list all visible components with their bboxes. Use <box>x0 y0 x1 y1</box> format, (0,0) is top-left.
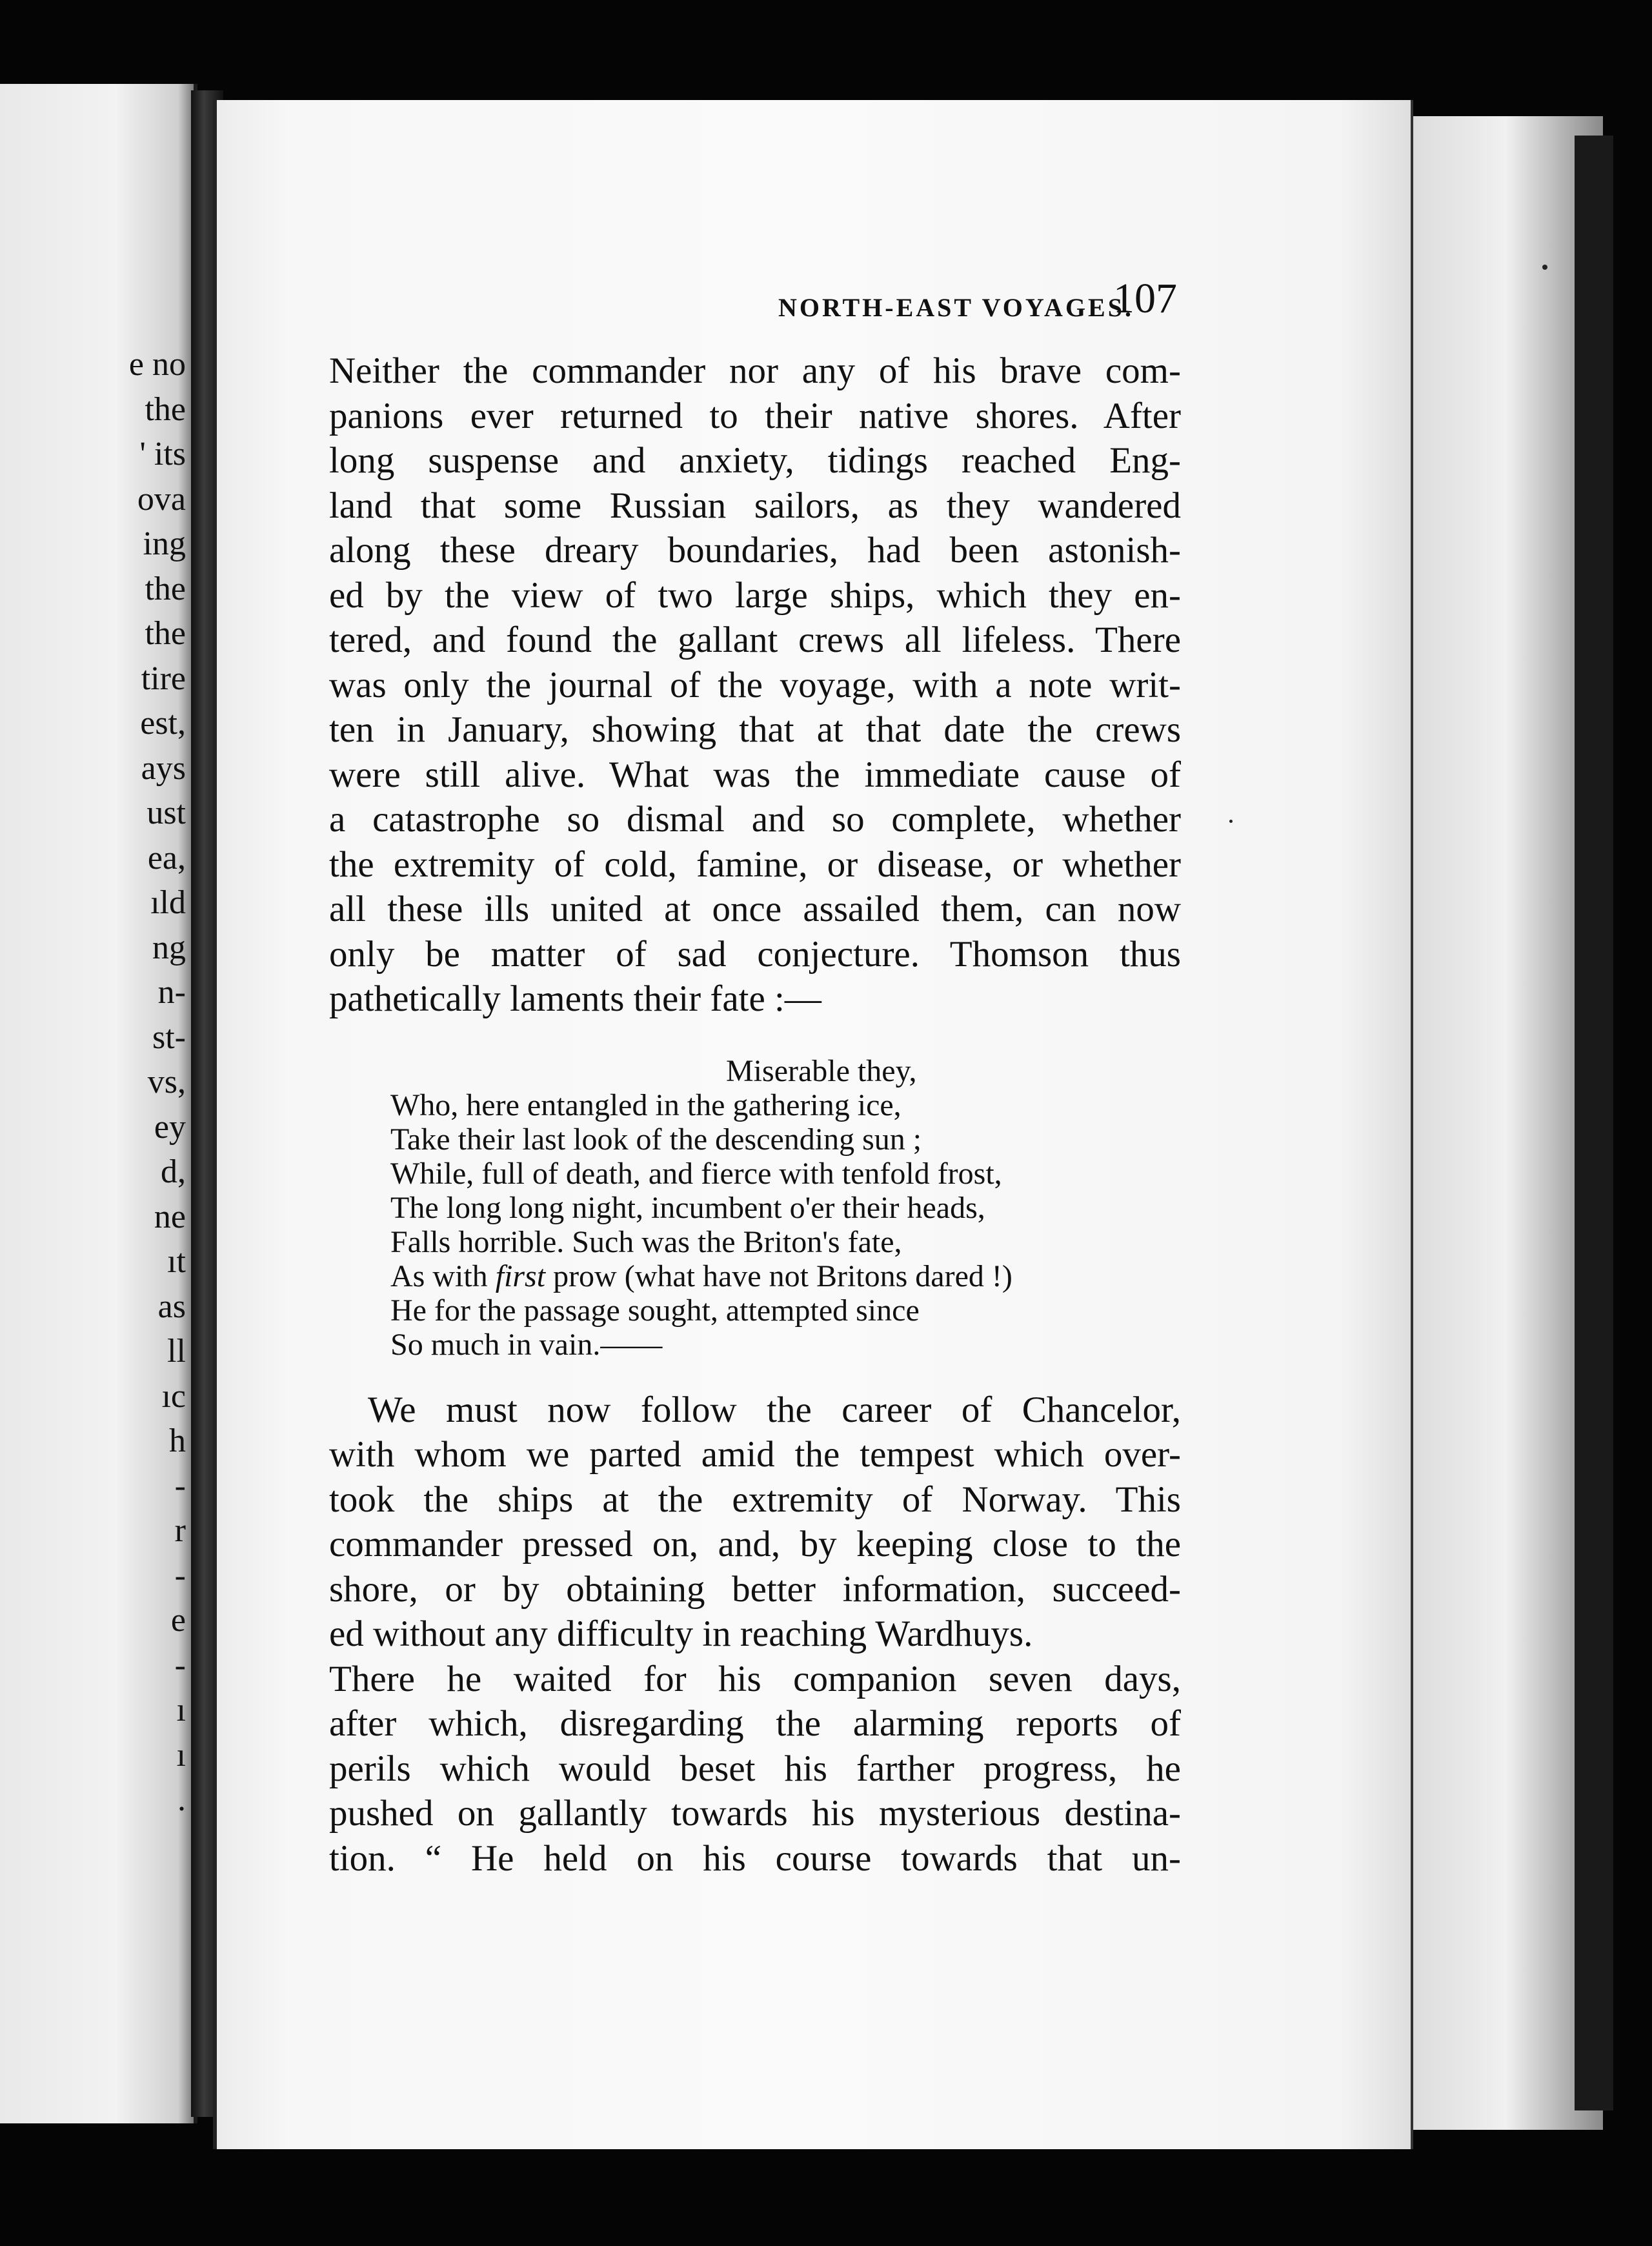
text-line: tion. “ He held on his course towards that un- <box>329 1837 1181 1879</box>
text-line: Neither the commander nor any of his brave com- <box>329 350 1181 391</box>
left-fragment: ova <box>137 480 186 518</box>
binding-edge <box>1575 136 1613 2110</box>
text-line: panions ever returned to their native shores. After <box>329 395 1181 436</box>
text-line: pushed on gallantly towards his mysterious destina- <box>329 1793 1181 1834</box>
text-line: with whom we parted amid the tempest which over- <box>329 1434 1181 1475</box>
text-line: pathetically laments their fate :— <box>329 978 821 1019</box>
left-fragment: - <box>174 1646 186 1684</box>
text-line: long suspense and anxiety, tidings reached Eng- <box>329 440 1181 481</box>
ink-speck <box>1229 820 1233 823</box>
text-line: land that some Russian sailors, as they wandered <box>329 485 1181 526</box>
text-line: tered, and found the gallant crews all lifeless. There <box>329 620 1181 660</box>
italic-word: first <box>495 1259 546 1293</box>
left-fragment: vs, <box>147 1064 186 1100</box>
poem-line: So much in vain.—— <box>390 1327 663 1362</box>
paragraph-2 <box>329 1388 1181 1881</box>
left-fragment: e <box>170 1602 186 1639</box>
text-line: commander pressed on, and, by keeping close to the <box>329 1524 1181 1564</box>
left-fragment: . <box>177 1781 186 1818</box>
poem-line: Who, here entangled in the gathering ice, <box>390 1088 902 1122</box>
text-line: all these ills united at once assailed them, can now <box>329 889 1181 929</box>
paragraph-1 <box>329 349 1181 1022</box>
left-fragment: the <box>145 390 186 428</box>
poem-line: Miserable they, <box>726 1053 917 1088</box>
left-fragment: ey <box>154 1108 186 1146</box>
text-line: perils which would beset his farther progress, he <box>329 1748 1181 1789</box>
text-line: ed without any difficulty in reaching Wardhuys. <box>329 1614 1033 1654</box>
left-fragment: - <box>174 1557 186 1594</box>
left-fragment: the <box>145 570 186 607</box>
running-header <box>572 274 1185 332</box>
poem-line: Falls horrible. Such was the Briton's fate, <box>390 1224 902 1259</box>
text-line: ten in January, showing that at that date the crews <box>329 709 1181 750</box>
left-page-text-fragments <box>57 342 186 1823</box>
running-title: NORTH-EAST VOYAGES. <box>778 293 1134 322</box>
poem-line: The long long night, incumbent o'er their heads, <box>390 1190 985 1225</box>
left-fragment: est, <box>140 705 186 742</box>
left-fragment: ı <box>176 1736 186 1774</box>
left-fragment: as <box>157 1288 186 1325</box>
left-fragment: ıt <box>167 1243 186 1280</box>
left-facing-page <box>0 84 197 2123</box>
left-fragment: - <box>174 1467 186 1504</box>
left-fragment: ing <box>143 525 186 562</box>
poem-line: He for the passage sought, attempted since <box>390 1293 920 1328</box>
left-fragment: ne <box>154 1198 186 1235</box>
left-fragment: ea, <box>147 839 186 876</box>
left-fragment: ' its <box>139 436 186 472</box>
text-line: We must now follow the career of Chancelor, <box>368 1389 1181 1430</box>
left-fragment: n- <box>157 974 186 1011</box>
text-line: was only the journal of the voyage, with a note writ- <box>329 664 1181 705</box>
left-fragment: the <box>145 615 186 652</box>
text-line: the extremity of cold, famine, or disease, or whether <box>329 844 1181 885</box>
poem-line: As with first prow (what have not Britons dared !) <box>390 1259 1012 1293</box>
text-line: a catastrophe so dismal and so complete, whether <box>329 799 1181 840</box>
left-fragment: ays <box>141 749 186 787</box>
left-fragment: st- <box>152 1018 186 1056</box>
left-fragment: ı <box>176 1692 186 1728</box>
poem-line: Take their last look of the descending sun ; <box>390 1122 922 1157</box>
page-number: 107 <box>1113 275 1177 322</box>
text-line: after which, disregarding the alarming reports of <box>329 1703 1181 1744</box>
text-line: shore, or by obtaining better information, succeed- <box>329 1568 1181 1610</box>
poem-line: While, full of death, and fierce with tenfold frost, <box>390 1156 1002 1191</box>
text-line: along these dreary boundaries, had been astonish- <box>329 530 1181 571</box>
left-fragment: tire <box>141 660 186 697</box>
left-fragment: ng <box>152 929 186 966</box>
left-fragment: h <box>169 1422 186 1459</box>
left-fragment: d, <box>161 1153 186 1190</box>
text-line: only be matter of sad conjecture. Thomson thus <box>329 933 1181 975</box>
left-fragment: ıc <box>161 1377 186 1415</box>
left-fragment: ll <box>167 1333 186 1370</box>
page-edge-strip <box>1407 116 1603 2130</box>
left-fragment: ıld <box>150 884 186 921</box>
text-line: took the ships at the extremity of Norway. This <box>329 1479 1181 1520</box>
text-line: ed by the view of two large ships, which they en- <box>329 574 1181 616</box>
left-fragment: ust <box>146 794 186 831</box>
text-line: There he waited for his companion seven days, <box>329 1658 1181 1699</box>
ink-speck <box>1542 265 1547 270</box>
text-line: were still alive. What was the immediate cause of <box>329 754 1181 795</box>
page-body-text <box>329 349 1181 1881</box>
poem-quotation <box>329 1054 1181 1362</box>
left-fragment: r <box>174 1512 186 1549</box>
left-fragment: e no <box>128 346 186 383</box>
